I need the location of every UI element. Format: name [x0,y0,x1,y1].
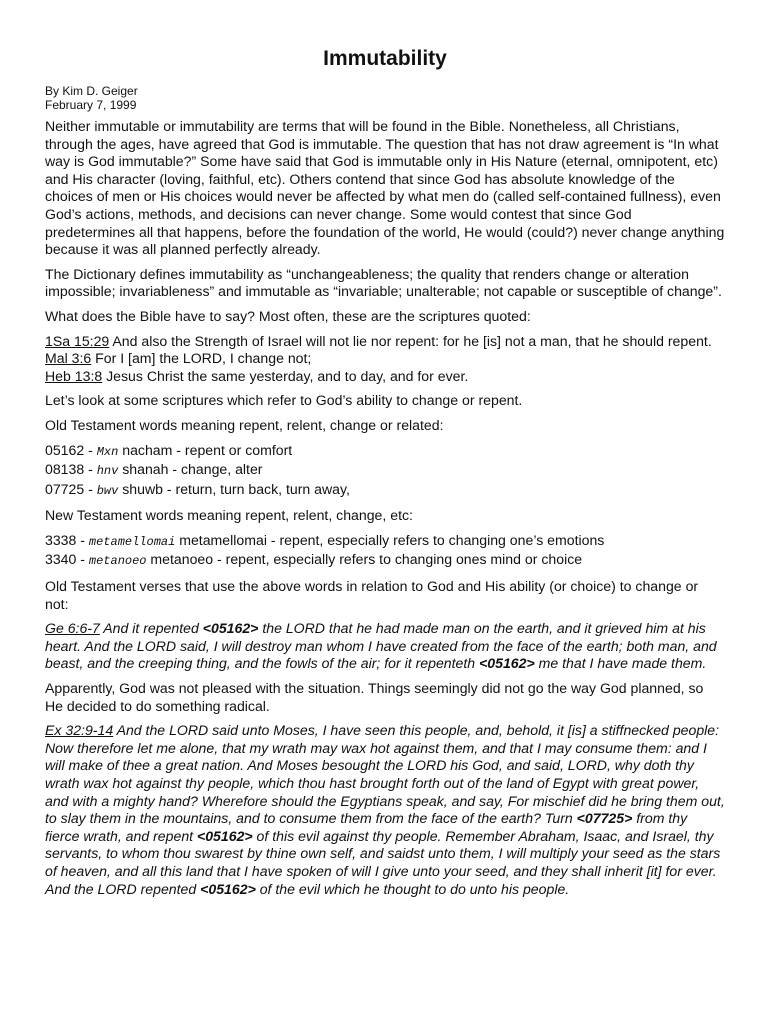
verse-text: And the LORD said unto Moses, I have seen this people, and, behold, it [is] a stiffnecked people: Now therefore let me alone, that my wrath may wax hot against them, and that I may consume them: and I will make of thee a great nation. And Moses besought the LORD his God, and said, LORD, why doth thy wrath wax hot against thy people, which thou hast brought forth out of the land of Egypt with great power, and with a mighty hand? Wherefore should the Egyptians speak, and say, For mischief did he bring them out, to slay them in the mountains, and to consume them from the face of the earth? Turn [45,722,725,827]
scripture-text: Jesus Christ the same yesterday, and to day, and for ever. [102,367,469,384]
strongs-number: 05162 - [45,441,97,458]
intro-paragraph: Neither immutable or immutability are terms that will be found in the Bible. Nonetheless, all Christians, through the ages, have agreed that God is immutable. The question that has not draw agreement is “In what way is God immutable?” Some have said that God is immutable only in His Nature (eternal, omnipotent, etc) and His character (loving, faithful, etc). Others contend that since God has absolute knowledge of the choices of men or His choices would never be affected by what men do (called self-contained fullness), even God’s actions, methods, and decisions can never change. Some would contest that since God predetermines all that happens, before the foundation of the world, He would (could?) never change anything because it was all planned perfectly already. [45,118,725,258]
hebrew-word: bwv [96,483,119,498]
question-paragraph: What does the Bible have to say? Most often, these are the scriptures quoted: [45,307,531,324]
exodus-verse [45,722,725,898]
verse-text: of this evil against thy people. Remember Abraham, Isaac, and Israel, thy servants, to whom thou swarest by thine own self, and saidst unto them, I will multiply your seed as the stars of heaven, and all this land that I have spoken of will I give unto your seed, and they shall inherit [it] for ever. And the LORD repented [45,827,721,897]
strongs-number: 3340 - [45,551,89,568]
scripture-ref: 1Sa 15:29 [45,332,110,349]
word-definition: shanah - change, alter [118,461,263,478]
strongs-tag: <05162> [196,827,253,844]
document-page [45,46,725,905]
date: February 7, 1999 [45,98,137,112]
verse-text: And it repented [99,620,203,637]
scripture-ref: Ex 32:9-14 [45,722,114,739]
ot-words-heading: Old Testament words meaning repent, relent, change or related: [45,416,444,433]
word-definition: metamellomai - repent, especially refers to changing one’s emotions [175,531,605,548]
verse-text: me that I have made them. [534,655,707,672]
scripture-ref: Mal 3:6 [45,350,92,367]
verse-text: the LORD that he had made man on the earth, and it grieved him at his heart. And the LORD said, I will destroy man whom I have created from the face of the earth; both man, and beast, and the creeping thing, and the fowls of the air; for it repenteth [45,620,717,672]
nt-word-list [45,532,725,571]
strongs-tag: <05162> [202,620,259,637]
verse-text: from thy fierce wrath, and repent [45,810,688,844]
strongs-tag: <07725> [576,810,633,827]
word-definition: shuwb - return, turn back, turn away, [118,480,350,497]
verse-text: of the evil which he thought to do unto his people. [255,880,570,897]
greek-word: metamellomai [88,534,176,549]
word-item [45,461,725,481]
scripture-text: And also the Strength of Israel will not lie nor repent: for he [is] not a man, that he should repent. [109,332,712,349]
scripture-ref: Heb 13:8 [45,367,103,384]
strongs-number: 08138 - [45,461,97,478]
scripture-item [45,368,725,386]
byline [45,84,725,112]
word-item [45,442,725,462]
quoted-scriptures [45,333,725,386]
lets-look-paragraph: Let’s look at some scriptures which refer to God’s ability to change or repent. [45,392,523,409]
hebrew-word: Mxn [96,444,119,459]
scripture-text: For I [am] the LORD, I change not; [91,350,312,367]
hebrew-word: hnv [96,464,119,479]
strongs-tag: <05162> [200,880,256,897]
nt-words-heading: New Testament words meaning repent, relent, change, etc: [45,507,413,524]
scripture-ref: Ge 6:6-7 [45,620,100,637]
apparently-paragraph: Apparently, God was not pleased with the situation. Things seemingly did not go the way God planned, so He decided to do something radical. [45,680,704,714]
word-definition: nacham - repent or comfort [118,441,293,458]
strongs-tag: <05162> [479,655,535,672]
document-title: Immutability [323,47,447,70]
word-item [45,481,725,501]
scripture-item [45,350,725,368]
strongs-number: 3338 - [45,531,89,548]
word-definition: metanoeo - repent, especially refers to changing ones mind or choice [146,551,583,568]
word-item [45,551,725,571]
genesis-verse [45,620,725,673]
definition-paragraph: The Dictionary defines immutability as “unchangeableness; the quality that renders change or alteration impossible; invariableness” and immutable as “invariable; unalterable; not capable or susceptible of change”. [45,265,722,300]
ot-verses-paragraph: Old Testament verses that use the above words in relation to God and His ability (or choice) to change or not: [45,578,699,612]
author: By Kim D. Geiger [45,84,138,98]
word-item [45,532,725,552]
ot-word-list [45,442,725,501]
greek-word: metanoeo [88,554,147,569]
scripture-item [45,333,725,351]
strongs-number: 07725 - [45,480,97,497]
